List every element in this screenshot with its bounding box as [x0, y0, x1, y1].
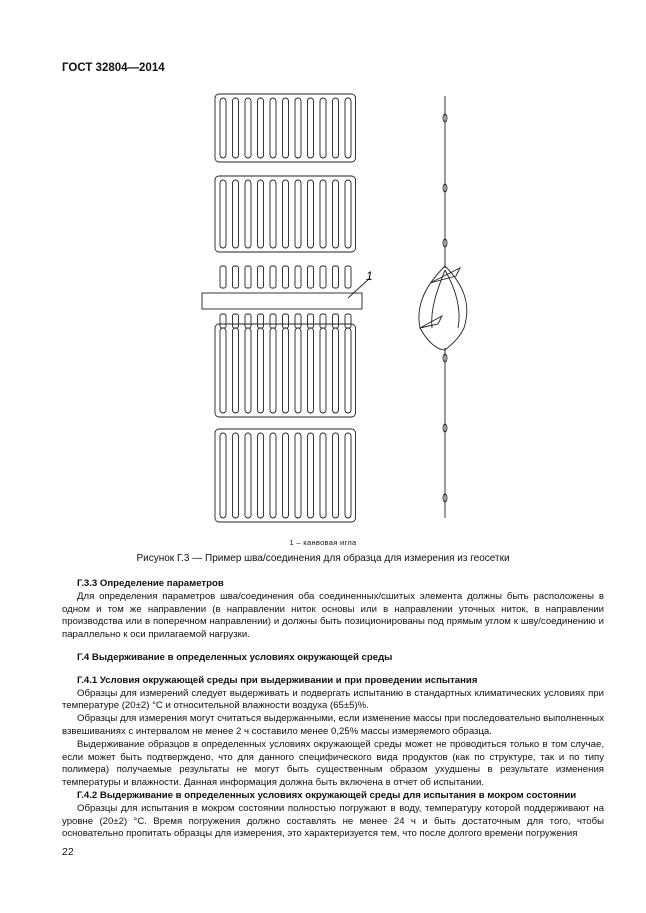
body-text — [62, 578, 604, 841]
section-g41-paragraph-3: Выдерживание образцов в определенных условиях окружающей среды может не проводиться только в том случае, если может быть подтверждено, что для данного специфического вида продуктов (как по структуре, так и по типу полимера) получаемые результаты не могут быть существенным образом ухудшены в результате изменения температуры и влажности. Данная информация должна быть включена в отчет об испытании. — [62, 738, 604, 789]
seam-aperture — [233, 314, 239, 328]
section-g41-paragraph-2: Образцы для измерения могут считаться выдержанными, если изменение массы при последовательно выполненных взвешиваниях с интервалом не менее 2 ч составило менее 0,25% массы измеряемого образца. — [62, 713, 604, 737]
section-g33-paragraph: Для определения параметров шва/соединения оба соединенных/сшитых элемента должны быть расположены в одном и том же направлении (в направлении ниток основы или в направлении уточных ниток, в направлении производства или в поперечном направлении) и должны быть позиционированы под прямым углом к шву/соединению и параллельно к оси прилагаемой нагрузки. — [62, 590, 604, 641]
figure-callout: 1 — [366, 269, 373, 283]
seam-aperture — [345, 314, 351, 328]
geogrid-aperture — [220, 433, 226, 518]
geogrid-aperture — [308, 180, 314, 248]
seam-aperture — [270, 266, 276, 288]
seam-aperture — [245, 266, 251, 288]
geogrid-aperture — [270, 433, 276, 518]
section-g33-title: Г.3.3 Определение параметров — [77, 578, 224, 589]
seam-aperture — [345, 266, 351, 288]
geogrid-block-outline — [215, 429, 356, 522]
seam-aperture — [320, 266, 326, 288]
geogrid-aperture — [270, 180, 276, 248]
seam-aperture — [295, 314, 301, 328]
seam-aperture — [233, 266, 239, 288]
seam-aperture — [258, 314, 264, 328]
section-g42-title: Г.4.2 Выдерживание в определенных условиях окружающей среды для испытания в мокром состоянии — [77, 789, 577, 801]
standard-header: ГОСТ 32804—2014 — [62, 62, 165, 74]
seam-aperture — [220, 314, 226, 328]
geogrid-aperture — [220, 180, 226, 248]
geogrid-aperture — [308, 98, 314, 158]
geogrid-aperture — [233, 180, 239, 248]
geogrid-aperture — [320, 98, 326, 158]
section-g41-title: Г.4.1 Условия окружающей среды при выдерживании и при проведении испытания — [77, 674, 478, 686]
figure-caption: Рисунок Г.3 — Пример шва/соединения для образца для измерения из геосетки — [136, 553, 510, 564]
seam-aperture — [333, 314, 339, 328]
seam-aperture — [333, 266, 339, 288]
geogrid-aperture — [245, 180, 251, 248]
geogrid-aperture — [333, 180, 339, 248]
geogrid-aperture — [283, 328, 289, 413]
seam-aperture — [283, 314, 289, 328]
seam-aperture — [308, 266, 314, 288]
geogrid-aperture — [233, 98, 239, 158]
geogrid-aperture — [258, 98, 264, 158]
section-g42-paragraph: Образцы для испытания в мокром состоянии полностью погружают в воду, температуру которой поддерживают на уровне (20±2) °С. Время погружения должно составлять не менее 24 ч и быть достаточным для того, чтобы основательно пропитать образцы для измерения, это характеризуется тем, что после долгого времени погружения — [62, 802, 604, 840]
seam-aperture — [295, 266, 301, 288]
seam-aperture — [258, 266, 264, 288]
seam-aperture — [283, 266, 289, 288]
geogrid-aperture — [333, 98, 339, 158]
geogrid-aperture — [345, 180, 351, 248]
geogrid-aperture — [245, 328, 251, 413]
geogrid-aperture — [308, 328, 314, 413]
geogrid-aperture — [333, 433, 339, 518]
geogrid-aperture — [233, 328, 239, 413]
geogrid-aperture — [283, 98, 289, 158]
geogrid-aperture — [258, 433, 264, 518]
geogrid-aperture — [283, 433, 289, 518]
geogrid-block-outline — [215, 324, 356, 417]
geogrid-aperture — [320, 328, 326, 413]
geogrid-aperture — [220, 328, 226, 413]
geogrid-aperture — [258, 328, 264, 413]
geogrid-block-outline — [215, 94, 356, 162]
geogrid-aperture — [233, 433, 239, 518]
geogrid-block-outline — [215, 176, 356, 252]
geogrid-aperture — [308, 433, 314, 518]
seam-aperture — [220, 266, 226, 288]
seam-aperture — [245, 314, 251, 328]
geogrid-aperture — [345, 328, 351, 413]
section-g4-title: Г.4 Выдерживание в определенных условиях окружающей среды — [77, 651, 393, 663]
geogrid-aperture — [295, 433, 301, 518]
geogrid-aperture — [345, 98, 351, 158]
geogrid-aperture — [320, 433, 326, 518]
figure-legend: 1 – канвовая игла — [289, 538, 357, 547]
seam-aperture — [270, 314, 276, 328]
page-number: 22 — [62, 846, 74, 858]
geogrid-aperture — [295, 328, 301, 413]
geogrid-aperture — [258, 180, 264, 248]
section-g41-paragraph-1: Образцы для измерений следует выдерживать и подвергать испытанию в стандартных климатических условиях при температуре (20±2) °С и относительной влажности воздуха (65±5)%. — [62, 687, 604, 712]
seam-aperture — [320, 314, 326, 328]
geogrid-aperture — [295, 180, 301, 248]
geogrid-aperture — [283, 180, 289, 248]
geogrid-aperture — [270, 328, 276, 413]
geogrid-aperture — [345, 433, 351, 518]
geogrid-aperture — [245, 433, 251, 518]
geogrid-aperture — [320, 180, 326, 248]
geogrid-aperture — [295, 98, 301, 158]
geogrid-aperture — [220, 98, 226, 158]
geogrid-aperture — [270, 98, 276, 158]
geogrid-aperture — [245, 98, 251, 158]
geogrid-aperture — [333, 328, 339, 413]
canvas-needle — [202, 293, 362, 309]
seam-aperture — [308, 314, 314, 328]
geogrid-seam-figure — [180, 88, 480, 528]
